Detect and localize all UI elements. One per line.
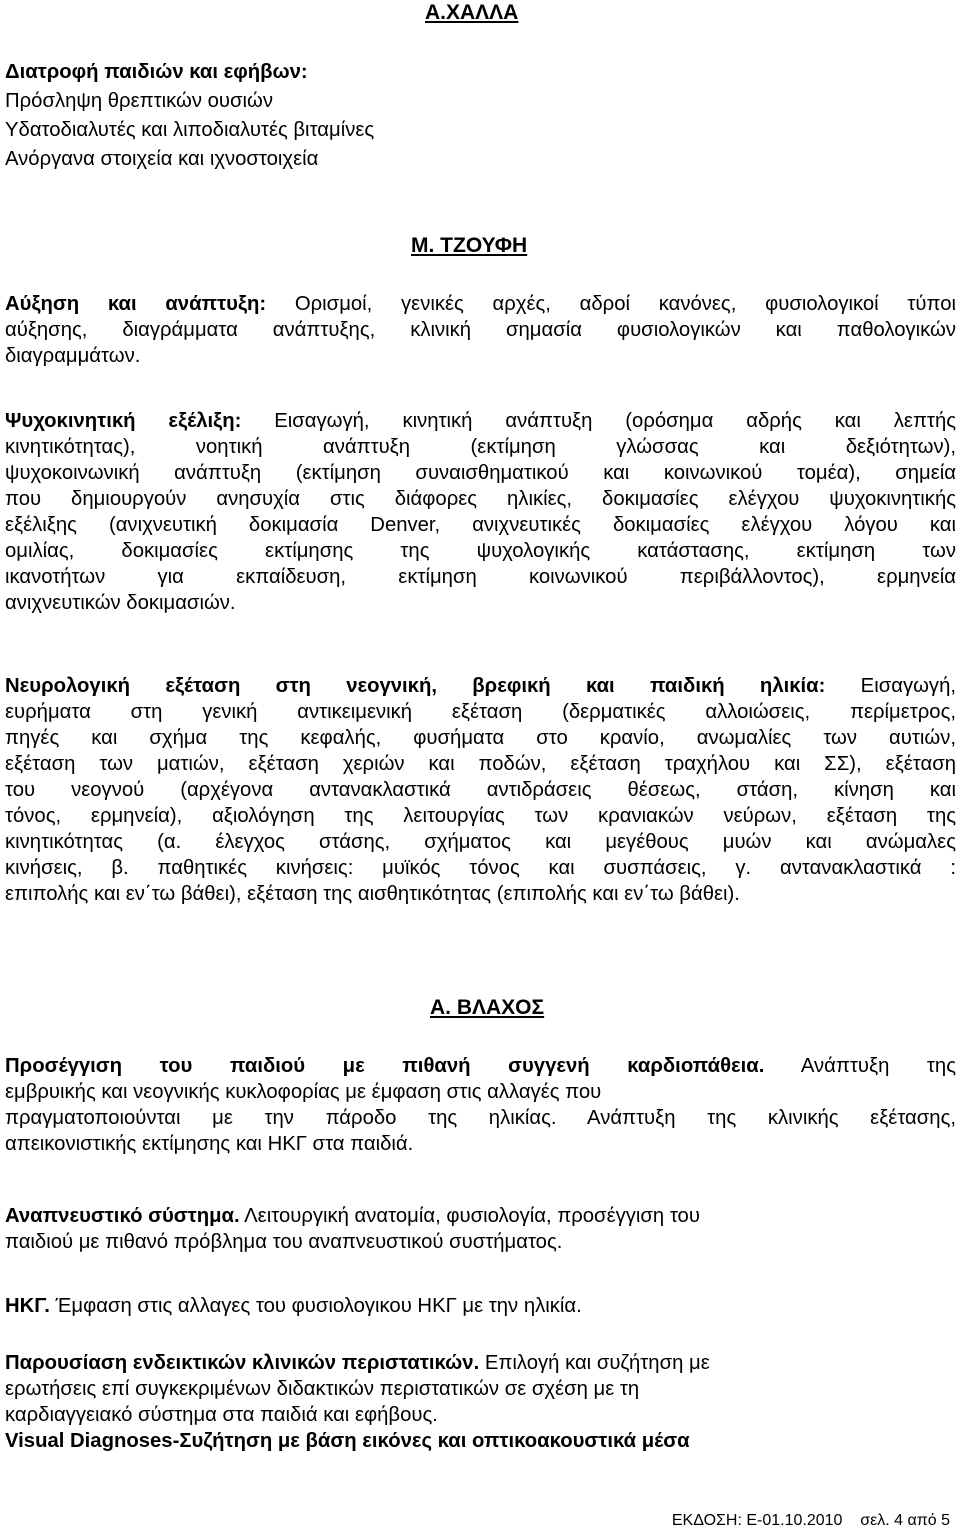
edition-label: ΕΚΔΟΣΗ: Ε-01.10.2010 (671, 1512, 843, 1529)
paragraph-text: ψυχοκοινωνική ανάπτυξη (εκτίμηση συναισθηματικού και κοινωνικού τομέα), σημεία (5, 462, 956, 484)
paragraph-clinical-cases (5, 1350, 956, 1454)
paragraph-text: παιδιού με πιθανό πρόβλημα του αναπνευστικού συστήματος. (5, 1231, 563, 1253)
paragraph-heading: Αναπνευστικό σύστημα. (5, 1205, 240, 1227)
author-tzoufi: Μ. ΤΖΟΥΦΗ (411, 234, 528, 257)
paragraph-text: αύξησης, διαγράμματα ανάπτυξης, κλινική σημασία φυσιολογικών και παθολογικών (5, 319, 956, 341)
paragraph-heading-visual-diagnoses: Visual Diagnoses-Συζήτηση με βάση εικόνες και οπτικοακουστικά μέσα (5, 1430, 690, 1452)
list-item: Πρόσληψη θρεπτικών ουσιών (5, 90, 274, 112)
paragraph-respiratory (5, 1203, 956, 1255)
paragraph-growth (5, 291, 956, 369)
paragraph-heading: Νευρολογική εξέταση στη νεογνική, βρεφική και παιδική ηλικία: (5, 675, 826, 697)
paragraph-text: ερωτήσεις επί συγκεκριμένων διδακτικών περιστατικών σε σχέση με τη (5, 1378, 640, 1400)
paragraph-heading: Προσέγγιση του παιδιού με πιθανή συγγενή καρδιοπάθεια. (5, 1055, 765, 1077)
paragraph-text: ικανοτήτων για εκπαίδευση, εκτίμηση κοινωνικού περιβάλλοντος), ερμηνεία (5, 566, 956, 588)
paragraph-text: διαγραμμάτων. (5, 345, 141, 367)
page-footer (672, 1512, 950, 1530)
paragraph-text: εξέταση των ματιών, εξέταση χεριών και ποδών, εξέταση τραχήλου και ΣΣ), εξέταση (5, 753, 956, 775)
paragraph-heading: ΗΚΓ. (5, 1295, 50, 1317)
author-challa: Α.ΧΑΛΛΑ (425, 1, 519, 24)
paragraph-text: Ανάπτυξη της (764, 1055, 956, 1077)
paragraph-text: Εισαγωγή, κινητική ανάπτυξη (ορόσημα αδρής και λεπτής (241, 410, 957, 432)
paragraph-text: κινήσεις, β. παθητικές κινήσεις: μυϊκός τόνος και συσπάσεις, γ. αντανακλαστικά : (5, 857, 956, 879)
paragraph-text: ευρήματα στη γενική αντικειμενική εξέταση (δερματικές αλλοιώσεις, περίμετρος, (5, 701, 956, 723)
paragraph-text: Ορισμοί, γενικές αρχές, αδροί κανόνες, φυσιολογικοί τύποι (266, 293, 957, 315)
paragraph-text: πραγματοποιούνται με την πάροδο της ηλικίας. Ανάπτυξη της κλινικής εξέτασης, (5, 1107, 956, 1129)
paragraph-text: τόνος, ερμηνεία), αξιολόγηση της λειτουργίας των κρανιακών νεύρων, εξέταση της (5, 805, 956, 827)
paragraph-text: που δημιουργούν ανησυχία στις διάφορες ηλικίες, δοκιμασίες ελέγχου ψυχοκινητικής (5, 488, 956, 510)
paragraph-text: εμβρυικής και νεογνικής κυκλοφορίας με έμφαση στις αλλαγές που (5, 1081, 602, 1103)
paragraph-text: ομιλίας, δοκιμασίες εκτίμησης της ψυχολογικής κατάστασης, εκτίμηση των (5, 540, 956, 562)
author-vlachos: Α. ΒΛΑΧΟΣ (430, 996, 545, 1019)
paragraph-neurological (5, 673, 956, 907)
paragraph-text: ανιχνευτικών δοκιμασιών. (5, 592, 236, 614)
paragraph-text: καρδιαγγειακό σύστημα στα παιδιά και εφήβους. (5, 1404, 438, 1426)
paragraph-text: απεικονιστικής εκτίμησης και ΗΚΓ στα παιδιά. (5, 1133, 414, 1155)
paragraph-text: πηγές και σχήμα της κεφαλής, φυσήματα στο κρανίο, ανωμαλίες των αυτιών, (5, 727, 956, 749)
paragraph-text: κινητικότητας (α. έλεγχος στάσης, σχήματος και μεγέθους μυών και ανώμαλες (5, 831, 956, 853)
paragraph-text: κινητικότητας), νοητική ανάπτυξη (εκτίμηση γλώσσας και δεξιότητων), (5, 436, 956, 458)
paragraph-heading: Παρουσίαση ενδεικτικών κλινικών περιστατικών. (5, 1352, 480, 1374)
paragraph-text: επιπολής και εν΄τω βάθει), εξέταση της αισθητικότητας (επιπολής και εν΄τω βάθει). (5, 883, 740, 905)
paragraph-text: του νεογνού (αρχέγονα αντανακλαστικά αντιδράσεις θέσεως, στάση, κίνηση και (5, 779, 956, 801)
paragraph-text: εξέλιξης (ανιχνευτική δοκιμασία Denver, ανιχνευτικές δοκιμασίες ελέγχου λόγου και (5, 514, 956, 536)
paragraph-text: Λειτουργική ανατομία, φυσιολογία, προσέγγιση του (239, 1205, 700, 1227)
paragraph-text: Εισαγωγή, (825, 675, 956, 697)
paragraph-cardiology (5, 1053, 956, 1157)
paragraph-heading: Αύξηση και ανάπτυξη: (5, 293, 267, 315)
paragraph-text: Επιλογή και συζήτηση με (479, 1352, 710, 1374)
list-item: Ανόργανα στοιχεία και ιχνοστοιχεία (5, 148, 319, 170)
paragraph-ecg (5, 1293, 956, 1319)
paragraph-heading: Ψυχοκινητική εξέλιξη: (5, 410, 242, 432)
page-number: σελ. 4 από 5 (860, 1512, 950, 1529)
section-title-nutrition: Διατροφή παιδιών και εφήβων: (5, 61, 308, 83)
paragraph-text: Έμφαση στις αλλαγες του φυσιολογικου ΗΚΓ με την ηλικία. (49, 1295, 582, 1317)
list-item: Υδατοδιαλυτές και λιποδιαλυτές βιταμίνες (5, 119, 375, 141)
paragraph-psychomotor (5, 408, 956, 616)
